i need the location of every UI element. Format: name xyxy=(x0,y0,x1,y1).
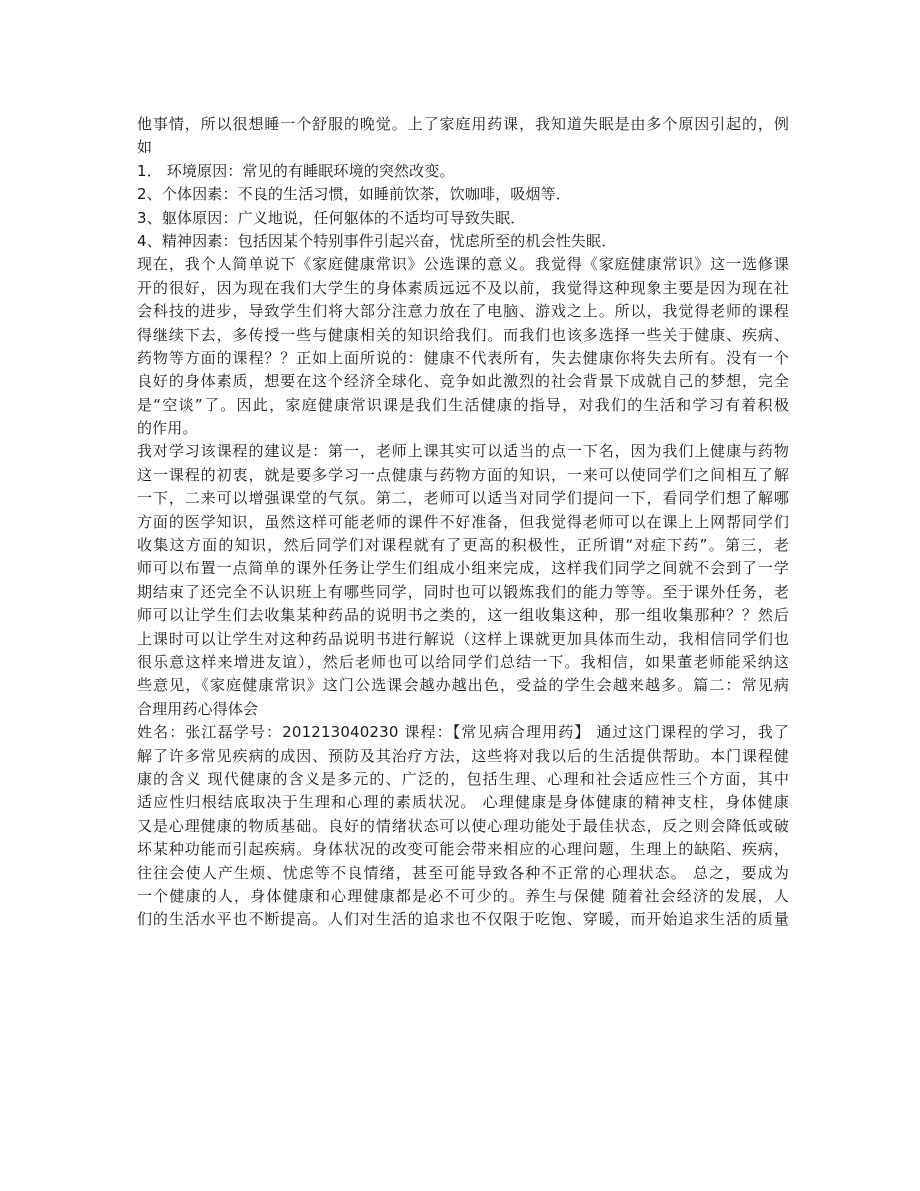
text-line: 姓名：张江磊学号：201213040230 课程：【常见病合理用药】 通过这门课程的学习，我了 xyxy=(137,723,789,742)
list-item: 3、躯体原因：广义地说，任何躯体的不适均可导致失眠． xyxy=(137,208,526,227)
text-line: 方面的医学知识，虽然这样可能老师的课件不好准备，但我觉得老师可以在课上上网帮同学们 xyxy=(137,512,789,531)
list-item: 2、个体因素：不良的生活习惯，如睡前饮茶，饮咖啡，吸烟等． xyxy=(137,185,571,204)
text-line: 期结束了还完全不认识班上有哪些同学，同时也可以锻炼我们的能力等等。至于课外任务，老 xyxy=(137,582,789,601)
text-line: 适应性归根结底取决于生理和心理的素质状况。 心理健康是身体健康的精神支柱，身体健康 xyxy=(137,793,789,812)
text-line: 康的含义 现代健康的含义是多元的、广泛的，包括生理、心理和社会适应性三个方面，其中 xyxy=(137,769,789,788)
list-item: 4、精神因素：包括因某个特别事件引起兴奋，忧虑所至的机会性失眠． xyxy=(137,231,617,250)
text-line: 得继续下去，多传授一些与健康相关的知识给我们。而我们也该多选择一些关于健康、疾病、 xyxy=(137,325,789,344)
section-heading: 合理用药心得体会 xyxy=(137,699,259,718)
text-line: 开的很好，因为现在我们大学生的身体素质远远不及以前，我觉得这种现象主要是因为现在社 xyxy=(137,278,789,297)
text-line: 师可以让学生们去收集某种药品的说明书之类的，这一组收集这种，那一组收集那种？？然后 xyxy=(137,606,789,625)
text-line: 如 xyxy=(137,138,153,157)
text-line: 良好的身体素质，想要在这个经济全球化、竞争如此激烈的社会背景下成就自己的梦想，完全 xyxy=(137,372,789,391)
text-line: 往往会使人产生烦、忧虑等不良情绪，甚至可能导致各种不正常的心理状态。 总之，要成为 xyxy=(137,863,789,882)
list-item: 1． 环境原因：常见的有睡眠环境的突然改变。 xyxy=(137,161,455,180)
text-line: 一个健康的人，身体健康和心理健康都是必不可少的。养生与保健 随着社会经济的发展，人 xyxy=(137,886,789,905)
text-line: 很乐意这样来增进友谊），然后老师也可以给同学们总结一下。我相信，如果董老师能采纳这 xyxy=(137,652,789,671)
text-line: 是“空谈”了。因此，家庭健康常识课是我们生活健康的指导，对我们的生活和学习有着积极 xyxy=(137,395,789,414)
text-line: 们的生活水平也不断提高。人们对生活的追求也不仅限于吃饱、穿暖，而开始追求生活的质量 xyxy=(137,910,789,929)
text-line: 的作用。 xyxy=(137,419,198,438)
text-line: 药物等方面的课程？？正如上面所说的：健康不代表所有，失去健康你将失去所有。没有一个 xyxy=(137,348,789,367)
text-line: 一下，二来可以增强课堂的气氛。第二，老师可以适当对同学们提问一下，看同学们想了解哪 xyxy=(137,489,789,508)
text-line: 又是心理健康的物质基础。良好的情绪状态可以使心理功能处于最佳状态，反之则会降低或破 xyxy=(137,816,789,835)
text-line: 解了许多常见疾病的成因、预防及其治疗方法，这些将对我以后的生活提供帮助。本门课程健 xyxy=(137,746,789,765)
text-line: 他事情，所以很想睡一个舒服的晚觉。上了家庭用药课，我知道失眠是由多个原因引起的，例 xyxy=(137,115,789,133)
text-line: 上课时可以让学生对这种药品说明书进行解说（这样上课就更加具体而生动，我相信同学们也 xyxy=(137,629,789,648)
text-line: 师可以布置一点简单的课外任务让学生们组成小组来完成，这样我们同学之间就不会到了一学 xyxy=(137,559,789,578)
document-body xyxy=(137,113,789,932)
text-line: 收集这方面的知识，然后同学们对课程就有了更高的积极性，正所谓“对症下药”。第三，老 xyxy=(137,536,789,555)
text-line: 现在，我个人简单说下《家庭健康常识》公选课的意义。我觉得《家庭健康常识》这一选修课 xyxy=(137,255,789,274)
text-line: 坏某种功能而引起疾病。身体状况的改变可能会带来相应的心理问题，生理上的缺陷、疾病， xyxy=(137,840,789,859)
text-line: 我对学习该课程的建议是：第一，老师上课其实可以适当的点一下名，因为我们上健康与药物 xyxy=(137,442,789,461)
text-line: 些意见，《家庭健康常识》这门公选课会越办越出色，受益的学生会越来越多。篇二：常见病 xyxy=(137,676,789,695)
text-line: 这一课程的初衷，就是要多学习一点健康与药物方面的知识，一来可以使同学们之间相互了解 xyxy=(137,465,789,484)
text-line: 会科技的进步，导致学生们将大部分注意力放在了电脑、游戏之上。所以，我觉得老师的课程 xyxy=(137,302,789,321)
